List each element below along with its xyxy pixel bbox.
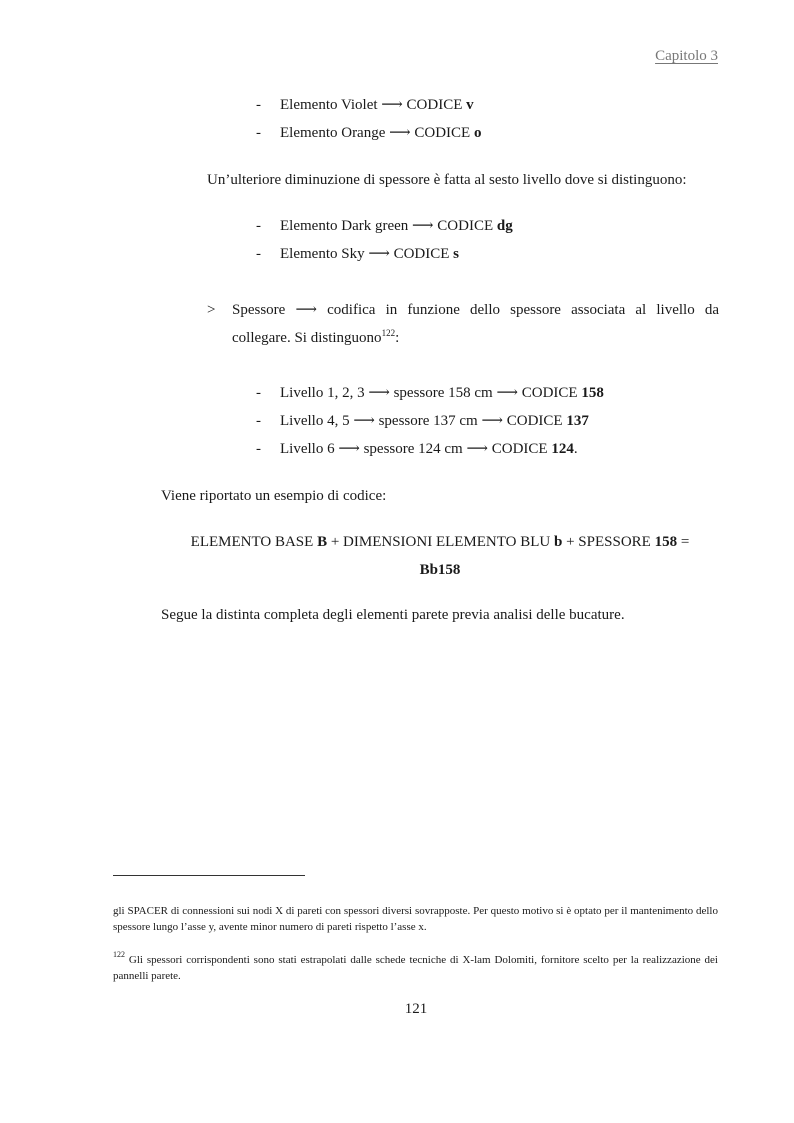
list-item-text: Livello 4, 5 ⟶ spessore 137 cm ⟶ CODICE — [280, 413, 567, 429]
list-item-end: . — [573, 441, 578, 457]
formula-text: = — [677, 534, 690, 550]
formula-text: + SPESSORE — [562, 534, 655, 550]
code-formula — [100, 532, 780, 552]
closing-paragraph: Segue la distinta completa degli elementi parete previa analisi delle bucature. — [161, 607, 625, 623]
list-item-code: v — [466, 97, 474, 113]
formula-result-code: Bb158 — [419, 562, 461, 578]
list-item-text: Elemento Orange ⟶ CODICE — [280, 125, 474, 141]
page-number: 121 — [404, 1001, 428, 1017]
list-item-text: Elemento Violet ⟶ CODICE — [280, 97, 467, 113]
paragraph: Un’ulteriore diminuzione di spessore è fatta al sesto livello dove si distinguono: — [207, 172, 687, 188]
footnote-number: 122 — [113, 950, 125, 959]
list-item-code: 124 — [551, 441, 574, 457]
spessore-line-2-end: : — [395, 330, 400, 346]
spessore-paragraph — [207, 296, 719, 352]
footnote-text: Gli spessori corrispondenti sono stati estrapolati dalle schede tecniche di X-lam Dolomiti, fornitore scelto per la realizzazione dei pannelli parete. — [113, 954, 718, 982]
list-item-text: Elemento Dark green ⟶ CODICE — [280, 218, 497, 234]
list-item-code: dg — [496, 218, 513, 234]
spessore-line-2-text: collegare. Si distinguono — [232, 330, 382, 346]
spessore-line-1: Spessore ⟶ codifica in funzione dello spessore associata al livello da — [232, 302, 719, 318]
formula-code: B — [317, 534, 328, 550]
list-dash: - — [256, 385, 261, 401]
formula-result — [100, 560, 780, 580]
chapter-header: Capitolo 3 — [655, 48, 718, 64]
footnote-separator — [113, 875, 305, 876]
list-item-text: Elemento Sky ⟶ CODICE — [280, 246, 454, 262]
formula-text: + DIMENSIONI ELEMENTO BLU — [327, 534, 554, 550]
formula-text: ELEMENTO BASE — [190, 534, 318, 550]
footnote-122 — [113, 952, 718, 984]
footnote-continuation: gli SPACER di connessioni sui nodi X di pareti con spessori diversi sovrapposte. Per questo motivo si è optato per il mantenimento dello spessore lungo l’asse y, avente minor numero di pareti rispetto l’asse x. — [113, 905, 718, 933]
example-intro: Viene riportato un esempio di codice: — [161, 488, 387, 504]
list-item-text: Livello 1, 2, 3 ⟶ spessore 158 cm ⟶ CODICE — [280, 385, 582, 401]
list-item-code: o — [473, 125, 482, 141]
footnote-ref: 122 — [381, 328, 396, 338]
list-dash: - — [256, 218, 261, 234]
list-item-code: 158 — [581, 385, 604, 401]
spessore-line-2 — [232, 324, 719, 352]
list-item-code: 137 — [566, 413, 589, 429]
list-dash: - — [256, 125, 261, 141]
formula-code: 158 — [654, 534, 678, 550]
list-item-text: Livello 6 ⟶ spessore 124 cm ⟶ CODICE — [280, 441, 552, 457]
list-dash: - — [256, 97, 261, 113]
list-dash: - — [256, 441, 261, 457]
list-dash: - — [256, 413, 261, 429]
list-dash: - — [256, 246, 261, 262]
formula-code: b — [554, 534, 563, 550]
bullet-marker: > — [207, 302, 216, 318]
list-item-code: s — [453, 246, 460, 262]
